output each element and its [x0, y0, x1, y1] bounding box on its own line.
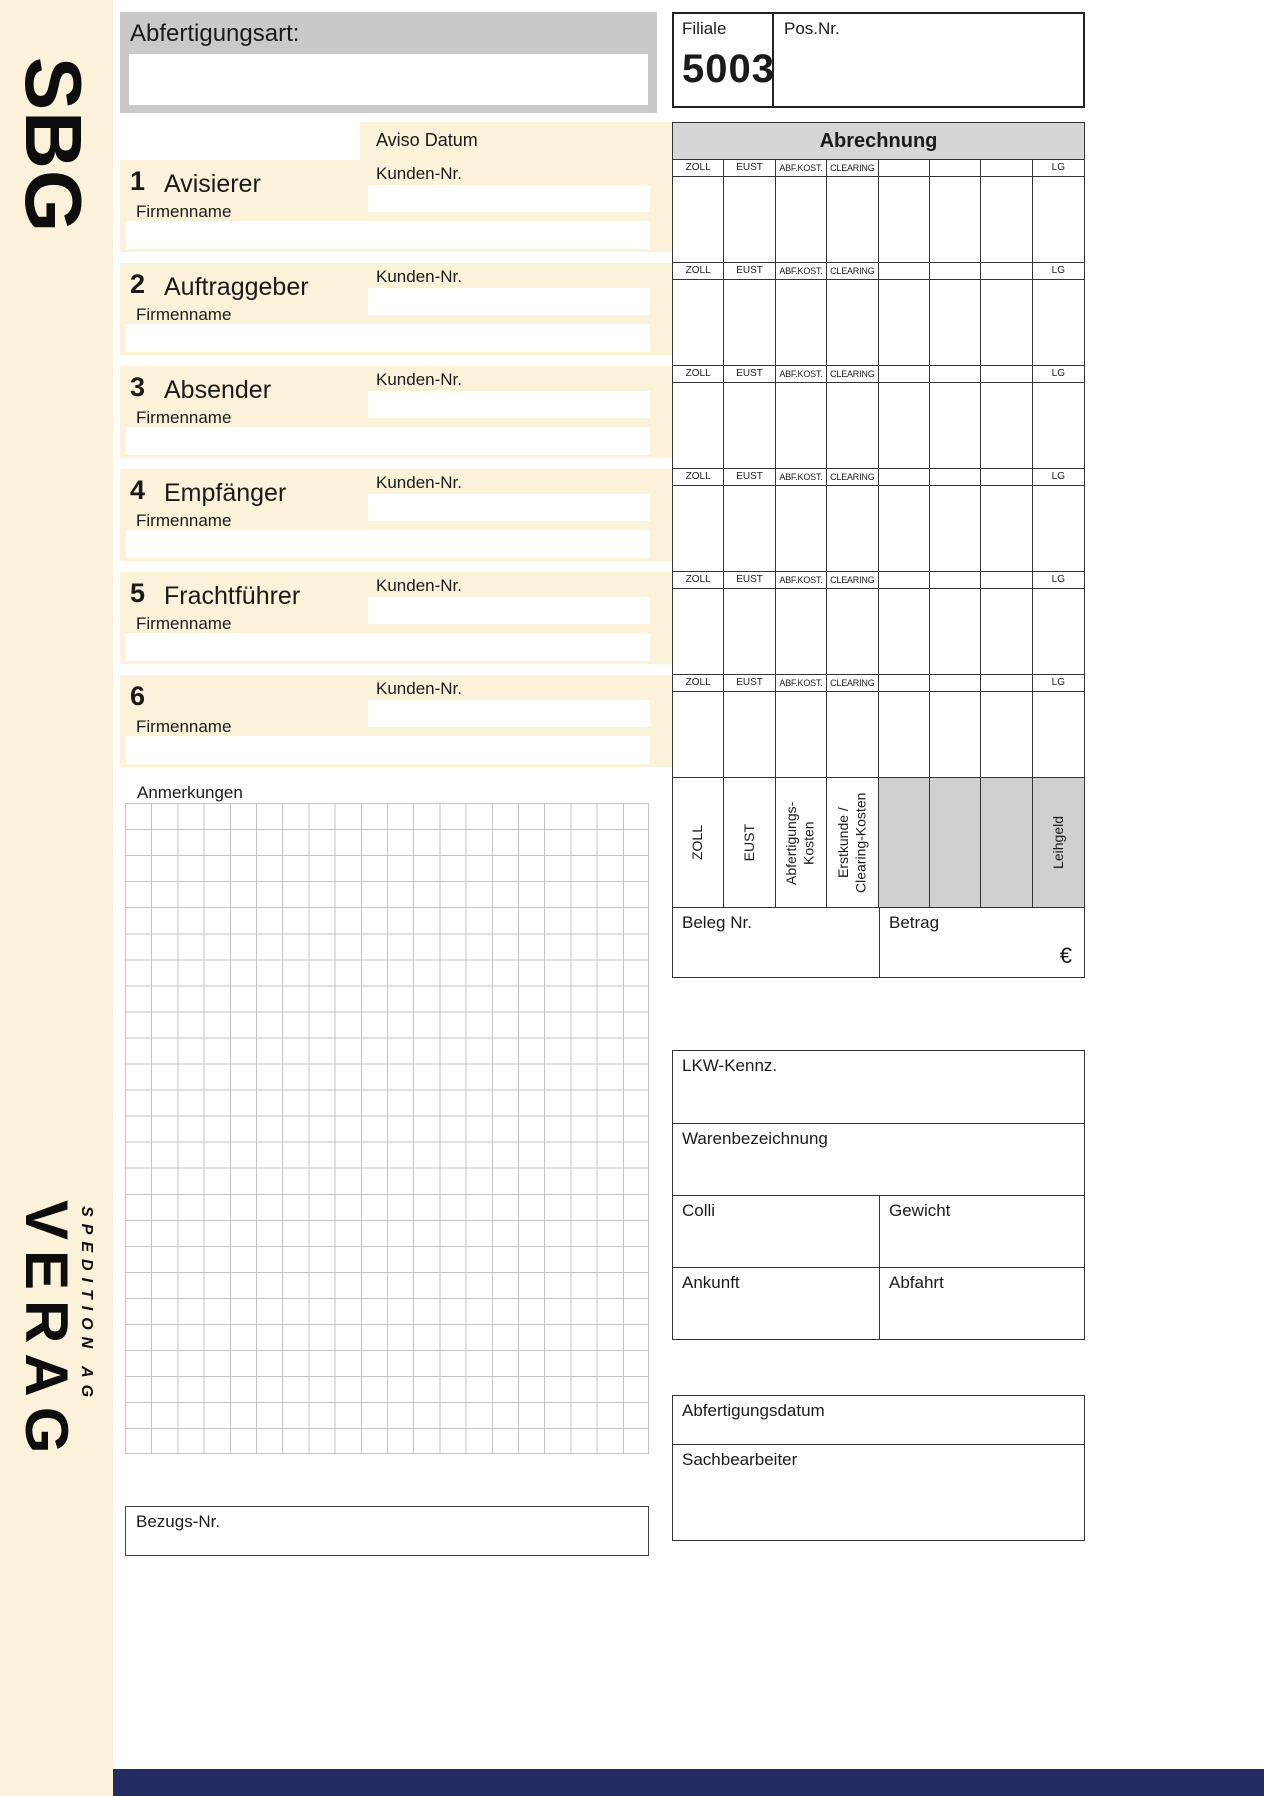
- footer-clearing-label: Erstkunde / Clearing-Kosten: [834, 792, 869, 893]
- col-header-zoll: ZOLL: [673, 263, 724, 280]
- filiale-label: Filiale: [682, 19, 727, 38]
- gewicht-field[interactable]: [880, 1196, 1084, 1267]
- col-header-lg: LG: [1033, 366, 1084, 383]
- firmenname-field[interactable]: [126, 736, 650, 764]
- party-row-empfaenger: [120, 469, 672, 561]
- party-number: 5: [130, 578, 146, 608]
- col-header-blank: [930, 572, 981, 589]
- betrag-label: Betrag: [889, 913, 940, 932]
- col-header-clearing: CLEARING: [827, 675, 878, 692]
- col-header-lg: LG: [1033, 675, 1084, 692]
- col-header-blank: [981, 469, 1032, 486]
- party-row-frachtfuehrer: [120, 572, 672, 664]
- amount-cell[interactable]: [879, 177, 930, 262]
- amount-cell[interactable]: [673, 486, 724, 571]
- col-header-abfkost: ABF.KOST.: [776, 160, 827, 177]
- col-header-abfkost: ABF.KOST.: [776, 572, 827, 589]
- col-header-eust: EUST: [724, 366, 775, 383]
- abfertigungsart-field[interactable]: [129, 54, 648, 105]
- amount-cell[interactable]: [827, 692, 878, 777]
- col-header-blank: [930, 160, 981, 177]
- col-header-blank: [879, 572, 930, 589]
- ankunft-field[interactable]: [673, 1268, 880, 1339]
- footer-leihgeld-cell: [1033, 778, 1084, 907]
- firmenname-label: Firmenname: [136, 511, 232, 530]
- abfertigungsart-panel: [120, 12, 657, 113]
- col-header-zoll: ZOLL: [673, 572, 724, 589]
- abrechnung-row: [672, 366, 1085, 469]
- amount-cell[interactable]: [724, 692, 775, 777]
- col-header-eust: EUST: [724, 469, 775, 486]
- amount-cell[interactable]: [724, 177, 775, 262]
- abrechnung-row: [672, 572, 1085, 675]
- kunden-nr-label: Kunden-Nr.: [376, 473, 462, 492]
- party-row-6: [120, 675, 672, 767]
- amount-cell[interactable]: [1033, 486, 1084, 571]
- col-header-blank: [879, 160, 930, 177]
- col-header-clearing: CLEARING: [827, 160, 878, 177]
- col-header-clearing: CLEARING: [827, 366, 878, 383]
- firmenname-label: Firmenname: [136, 717, 232, 736]
- footer-zoll-label: ZOLL: [689, 824, 706, 860]
- amount-cell[interactable]: [879, 589, 930, 674]
- aviso-datum-label: Aviso Datum: [376, 130, 478, 150]
- amount-cell[interactable]: [827, 486, 878, 571]
- amount-cell[interactable]: [930, 280, 981, 365]
- abrechnung-row: [672, 675, 1085, 778]
- colli-label: Colli: [682, 1201, 716, 1220]
- col-header-clearing: CLEARING: [827, 572, 878, 589]
- party-number: 1: [130, 166, 146, 196]
- lkw-kennz-label: LKW-Kennz.: [682, 1056, 778, 1075]
- amount-cell[interactable]: [776, 692, 827, 777]
- bezugs-nr-field[interactable]: [125, 1506, 649, 1556]
- amount-cell[interactable]: [724, 486, 775, 571]
- col-header-abfkost: ABF.KOST.: [776, 469, 827, 486]
- col-header-zoll: ZOLL: [673, 469, 724, 486]
- amount-cell[interactable]: [981, 589, 1032, 674]
- col-header-blank: [930, 675, 981, 692]
- kunden-nr-field[interactable]: [368, 185, 650, 212]
- abfertigungsdatum-field[interactable]: [673, 1396, 1084, 1444]
- ankunft-label: Ankunft: [682, 1273, 740, 1292]
- amount-cell[interactable]: [1033, 383, 1084, 468]
- abrechnung-footer: [672, 778, 1085, 908]
- kunden-nr-field[interactable]: [368, 597, 650, 624]
- amount-cell[interactable]: [1033, 177, 1084, 262]
- amount-cell[interactable]: [827, 177, 878, 262]
- amount-cell[interactable]: [776, 280, 827, 365]
- amount-cell[interactable]: [776, 486, 827, 571]
- footer-blank-cell: [981, 778, 1032, 907]
- col-header-blank: [981, 366, 1032, 383]
- firmenname-field[interactable]: [126, 221, 650, 249]
- firmenname-field[interactable]: [126, 633, 650, 661]
- col-header-blank: [930, 366, 981, 383]
- footer-abfkost-cell: [776, 778, 827, 907]
- amount-cell[interactable]: [827, 383, 878, 468]
- betrag-field[interactable]: [880, 908, 1086, 977]
- abrechnung-header: Abrechnung: [672, 122, 1085, 160]
- party-row-absender: [120, 366, 672, 458]
- anmerkungen-label: Anmerkungen: [137, 783, 243, 802]
- col-header-clearing: CLEARING: [827, 263, 878, 280]
- col-header-lg: LG: [1033, 469, 1084, 486]
- amount-cell[interactable]: [1033, 589, 1084, 674]
- col-header-zoll: ZOLL: [673, 675, 724, 692]
- amount-cell[interactable]: [776, 589, 827, 674]
- kunden-nr-label: Kunden-Nr.: [376, 267, 462, 286]
- sachbearbeiter-field[interactable]: [673, 1444, 1084, 1540]
- amount-cell[interactable]: [724, 280, 775, 365]
- beleg-nr-label: Beleg Nr.: [682, 913, 752, 932]
- party-row-avisierer: [120, 160, 672, 252]
- amount-cell[interactable]: [1033, 692, 1084, 777]
- col-header-zoll: ZOLL: [673, 366, 724, 383]
- party-label: Absender: [164, 376, 272, 404]
- amount-cell[interactable]: [879, 486, 930, 571]
- sbg-logo: SBG: [9, 56, 98, 234]
- warenbezeichnung-label: Warenbezeichnung: [682, 1129, 828, 1148]
- footer-zoll-cell: [673, 778, 724, 907]
- col-header-eust: EUST: [724, 675, 775, 692]
- amount-cell[interactable]: [879, 692, 930, 777]
- kunden-nr-field[interactable]: [368, 391, 650, 418]
- abrechnung-row: [672, 160, 1085, 263]
- footer-clearing-cell: [827, 778, 878, 907]
- amount-cell[interactable]: [1033, 280, 1084, 365]
- amount-cell[interactable]: [981, 486, 1032, 571]
- amount-cell[interactable]: [724, 589, 775, 674]
- party-label: Frachtführer: [164, 582, 301, 610]
- amount-cell[interactable]: [776, 383, 827, 468]
- amount-cell[interactable]: [930, 692, 981, 777]
- amount-cell[interactable]: [981, 177, 1032, 262]
- col-header-blank: [930, 469, 981, 486]
- amount-cell[interactable]: [981, 383, 1032, 468]
- col-header-blank: [981, 160, 1032, 177]
- euro-sign: €: [1059, 943, 1072, 968]
- col-header-blank: [981, 572, 1032, 589]
- firmenname-field[interactable]: [126, 530, 650, 558]
- amount-cell[interactable]: [930, 589, 981, 674]
- col-header-zoll: ZOLL: [673, 160, 724, 177]
- amount-cell[interactable]: [879, 280, 930, 365]
- col-header-abfkost: ABF.KOST.: [776, 675, 827, 692]
- amount-cell[interactable]: [981, 280, 1032, 365]
- abfertigungsart-label: Abfertigungsart:: [130, 20, 300, 47]
- kunden-nr-field[interactable]: [368, 700, 650, 727]
- firmenname-field[interactable]: [126, 324, 650, 352]
- amount-cell[interactable]: [879, 383, 930, 468]
- footer-blank-cell: [879, 778, 930, 907]
- col-header-abfkost: ABF.KOST.: [776, 263, 827, 280]
- firmenname-label: Firmenname: [136, 305, 232, 324]
- colli-field[interactable]: [673, 1196, 880, 1267]
- amount-cell[interactable]: [981, 692, 1032, 777]
- firmenname-label: Firmenname: [136, 202, 232, 221]
- col-header-blank: [930, 263, 981, 280]
- verag-subtitle: SPEDITION AG: [77, 1206, 95, 1405]
- amount-cell[interactable]: [827, 280, 878, 365]
- col-header-blank: [879, 366, 930, 383]
- col-header-eust: EUST: [724, 160, 775, 177]
- kunden-nr-label: Kunden-Nr.: [376, 576, 462, 595]
- lkw-kennz-field[interactable]: [673, 1051, 1084, 1123]
- footer-abfkost-label: Abfertigungs-Kosten: [783, 800, 817, 885]
- col-header-blank: [879, 675, 930, 692]
- col-header-abfkost: ABF.KOST.: [776, 366, 827, 383]
- kunden-nr-label: Kunden-Nr.: [376, 370, 462, 389]
- party-row-auftraggeber: [120, 263, 672, 355]
- amount-cell[interactable]: [930, 177, 981, 262]
- amount-cell[interactable]: [673, 383, 724, 468]
- col-header-eust: EUST: [724, 572, 775, 589]
- abfahrt-field[interactable]: [880, 1268, 1084, 1339]
- footer-blank-cell: [930, 778, 981, 907]
- gewicht-label: Gewicht: [889, 1201, 951, 1220]
- sachbearbeiter-label: Sachbearbeiter: [682, 1450, 798, 1469]
- verag-logo: [10, 1200, 100, 1560]
- col-header-lg: LG: [1033, 160, 1084, 177]
- kunden-nr-label: Kunden-Nr.: [376, 679, 462, 698]
- col-header-blank: [879, 263, 930, 280]
- verag-title: VERAG: [12, 1200, 80, 1464]
- footer-eust-label: EUST: [740, 823, 757, 862]
- amount-cell[interactable]: [827, 589, 878, 674]
- amount-cell[interactable]: [930, 486, 981, 571]
- footer-leihgeld-label: Leihgeld: [1049, 816, 1066, 869]
- processing-block: [672, 1395, 1085, 1541]
- shipment-details-block: [672, 1050, 1085, 1340]
- filiale-posnr-box: [672, 12, 1085, 108]
- col-header-lg: LG: [1033, 572, 1084, 589]
- firmenname-label: Firmenname: [136, 614, 232, 633]
- col-header-blank: [981, 263, 1032, 280]
- col-header-blank: [879, 469, 930, 486]
- party-number: 4: [130, 475, 146, 505]
- ankunft-abfahrt-row: [673, 1267, 1084, 1339]
- col-header-lg: LG: [1033, 263, 1084, 280]
- beleg-nr-field[interactable]: [673, 908, 880, 977]
- beleg-betrag-row: [672, 908, 1085, 978]
- amount-cell[interactable]: [930, 383, 981, 468]
- party-number: 2: [130, 269, 146, 299]
- amount-cell[interactable]: [724, 383, 775, 468]
- firmenname-label: Firmenname: [136, 408, 232, 427]
- bottom-accent-bar: [113, 1769, 1264, 1796]
- filiale-value: 5003: [682, 47, 775, 91]
- amount-cell[interactable]: [673, 692, 724, 777]
- party-label: Auftraggeber: [164, 273, 309, 301]
- anmerkungen-grid-field[interactable]: [125, 803, 649, 1454]
- aviso-datum-field[interactable]: [360, 122, 672, 160]
- firmenname-field[interactable]: [126, 427, 650, 455]
- amount-cell[interactable]: [673, 589, 724, 674]
- warenbezeichnung-field[interactable]: [673, 1123, 1084, 1195]
- abrechnung-row: [672, 469, 1085, 572]
- col-header-eust: EUST: [724, 263, 775, 280]
- abrechnung-row: [672, 263, 1085, 366]
- abfahrt-label: Abfahrt: [889, 1273, 944, 1292]
- col-header-clearing: CLEARING: [827, 469, 878, 486]
- party-number: 6: [130, 681, 146, 711]
- party-number: 3: [130, 372, 146, 402]
- posnr-field[interactable]: [774, 14, 1083, 106]
- abfertigungsdatum-label: Abfertigungsdatum: [682, 1401, 825, 1420]
- bezugs-nr-label: Bezugs-Nr.: [136, 1512, 221, 1531]
- amount-cell[interactable]: [673, 177, 724, 262]
- posnr-label: Pos.Nr.: [784, 19, 840, 38]
- kunden-nr-label: Kunden-Nr.: [376, 164, 462, 183]
- footer-eust-cell: [724, 778, 775, 907]
- amount-cell[interactable]: [673, 280, 724, 365]
- party-label: Avisierer: [164, 170, 261, 198]
- col-header-blank: [981, 675, 1032, 692]
- colli-gewicht-row: [673, 1195, 1084, 1267]
- kunden-nr-field[interactable]: [368, 494, 650, 521]
- amount-cell[interactable]: [776, 177, 827, 262]
- filiale-cell: [674, 14, 774, 106]
- party-label: Empfänger: [164, 479, 287, 507]
- kunden-nr-field[interactable]: [368, 288, 650, 315]
